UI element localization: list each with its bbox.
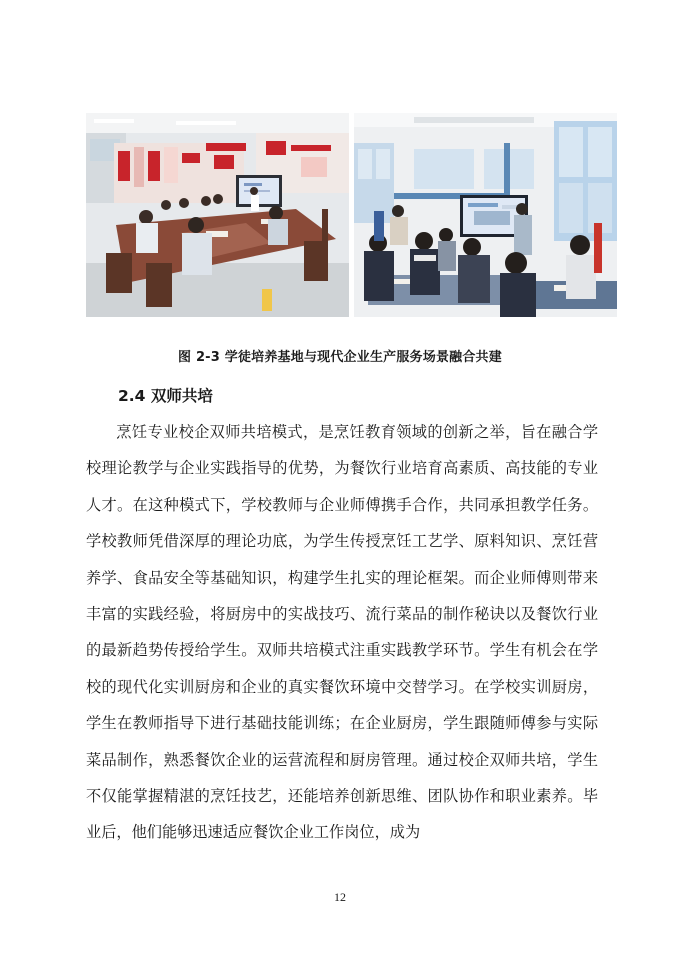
body-paragraph: 烹饪专业校企双师共培模式，是烹饪教育领域的创新之举，旨在融合学校理论教学与企业实践指导的优势，为餐饮行业培育高素质、高技能的专业人才。在这种模式下，学校教师与企业师傅携手合作，共同承担教学任务。学校教师凭借深厚的理论功底，为学生传授烹饪工艺学、原料知识、烹饪营养学、食品安全等基础知识，构建学生扎实的理论框架。而企业师傅则带来丰富的实践经验，将厨房中的实战技巧、流行菜品的制作秘诀以及餐饮行业的最新趋势传授给学生。双师共培模式注重实践教学环节。学生有机会在学校的现代化实训厨房和企业的真实餐饮环境中交替学习。在学校实训厨房，学生在教师指导下进行基础技能训练；在企业厨房，学生跟随师傅参与实际菜品制作，熟悉餐饮企业的运营流程和厨房管理。通过校企双师共培，学生不仅能掌握精湛的烹饪技艺，还能培养创新思维、团队协作和职业素养。毕业后，他们能够迅速适应餐饮企业工作岗位，成为 xyxy=(86,423,598,842)
classroom-illustration xyxy=(354,113,617,317)
photo-classroom xyxy=(354,113,617,317)
figure-caption: 图 2-3 学徒培养基地与现代企业生产服务场景融合共建 xyxy=(178,350,502,365)
meeting-room-illustration xyxy=(86,113,349,317)
section-heading: 2.4 双师共培 xyxy=(118,387,213,405)
body-text xyxy=(86,414,598,851)
photo-meeting-room xyxy=(86,113,349,317)
page-number: 12 xyxy=(334,890,346,904)
